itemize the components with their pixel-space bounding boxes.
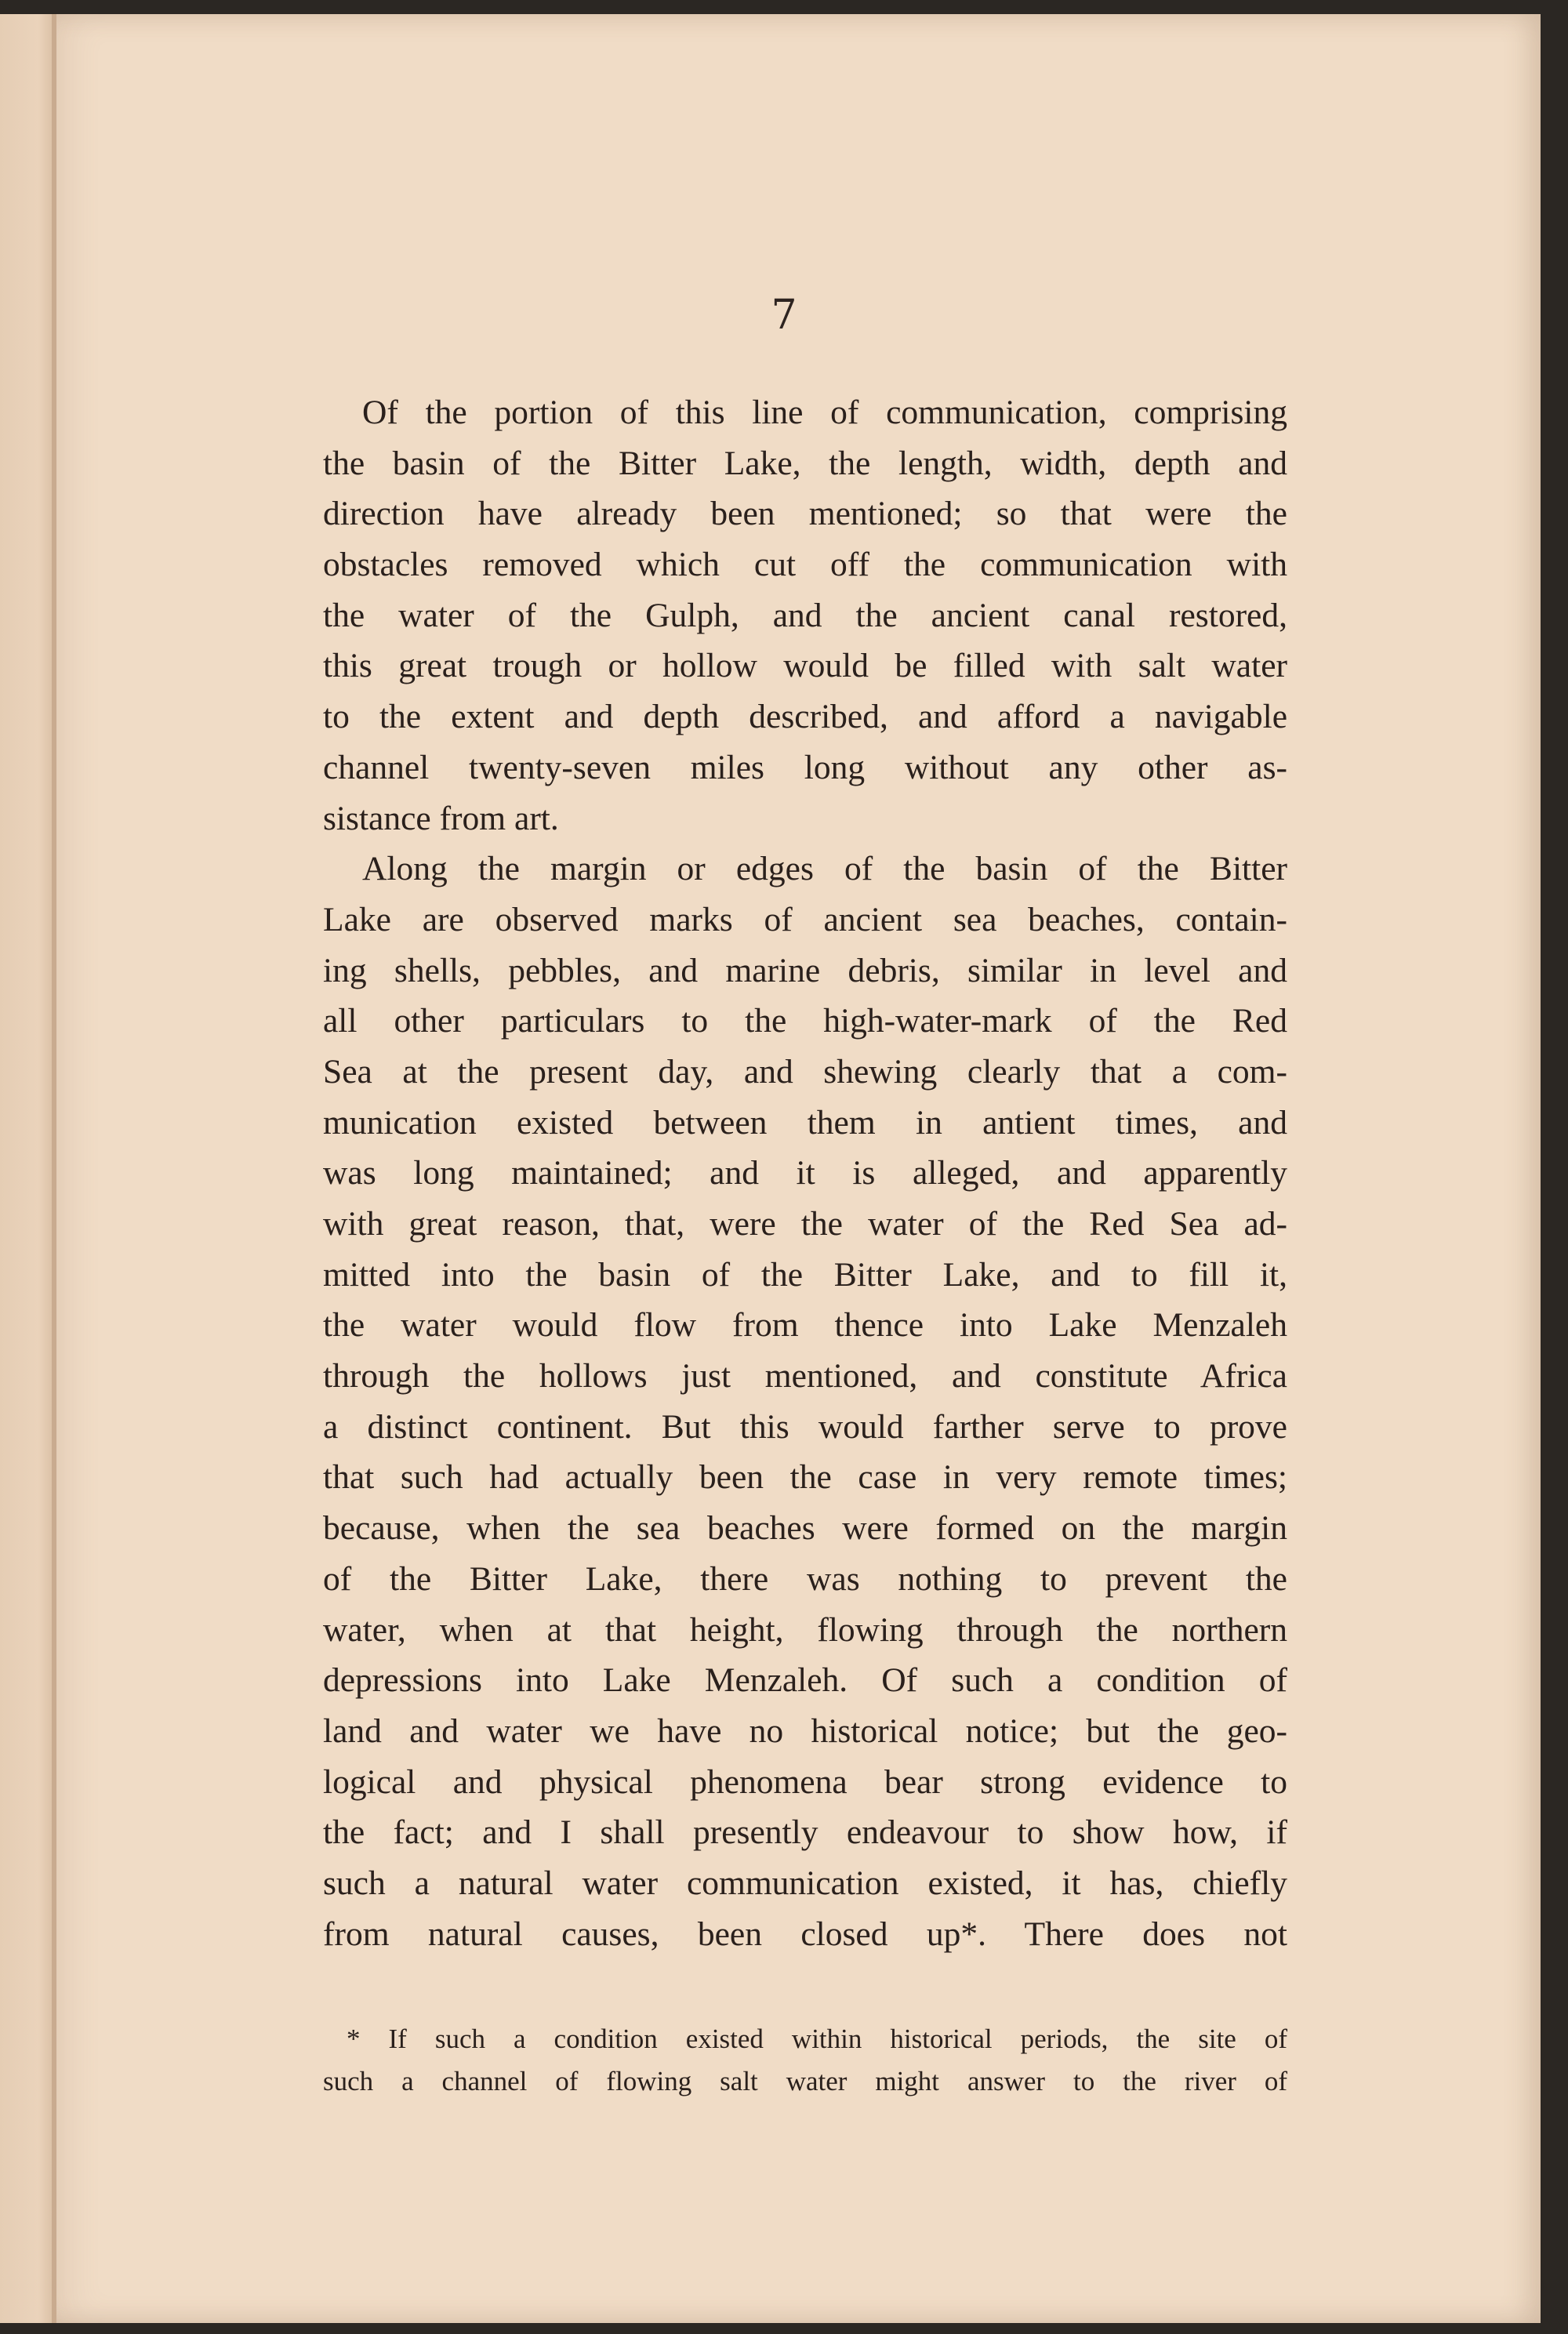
text-line: Along the margin or edges of the basin of the Bitter [362,850,1287,888]
text-line: mitted into the basin of the Bitter Lake, and to fill it, [323,1255,1287,1294]
text-line: land and water we have no historical notice; but the geo- [323,1711,1287,1750]
text-line: direction have already been mentioned; so that were the [323,495,1287,533]
text-line: to the extent and depth described, and afford a navigable [323,698,1287,736]
text-line: Lake are observed marks of ancient sea beaches, contain- [323,900,1287,938]
text-line: that such had actually been the case in very remote times; [323,1458,1287,1497]
text-line: obstacles removed which cut off the communication with [323,546,1287,584]
text-line: a distinct continent. But this would farther serve to prove [323,1407,1287,1446]
binding-fold [52,14,56,2323]
text-line: of the Bitter Lake, there was nothing to prevent the [323,1559,1287,1598]
text-line: from natural causes, been closed up*. There does not [323,1915,1287,1953]
footnote-line: * If such a condition existed within historical periods, the site of [347,2024,1287,2054]
text-line: munication existed between them in antient times, and [323,1103,1287,1142]
text-line: water, when at that height, flowing through the northern [323,1610,1287,1649]
text-line: this great trough or hollow would be filled with salt water [323,647,1287,685]
text-line: the fact; and I shall presently endeavour to show how, if [323,1813,1287,1852]
body-text [323,387,1287,1959]
previous-page-edge [0,14,55,2323]
text-line: the basin of the Bitter Lake, the length, width, depth and [323,444,1287,482]
footnote [323,2018,1287,2103]
text-line: all other particulars to the high-water-mark of the Red [323,1002,1287,1040]
footnote-line: such a channel of flowing salt water might answer to the river of [323,2066,1287,2096]
text-line: was long maintained; and it is alleged, and apparently [323,1154,1287,1192]
text-line: with great reason, that, were the water of the Red Sea ad- [323,1205,1287,1243]
text-line: because, when the sea beaches were formed on the margin [323,1509,1287,1548]
text-line: depressions into Lake Menzaleh. Of such a condition of [323,1661,1287,1700]
text-line: sistance from art. [323,799,559,837]
text-line: the water would flow from thence into Lake Menzaleh [323,1306,1287,1345]
text-line: such a natural water communication existed, it has, chiefly [323,1864,1287,1902]
text-line: channel twenty-seven miles long without any other as- [323,748,1287,786]
text-line: Of the portion of this line of communication, comprising [362,394,1287,431]
page-number: 7 [771,292,797,339]
text-line: Sea at the present day, and shewing clearly that a com- [323,1052,1287,1091]
text-line: logical and physical phenomena bear strong evidence to [323,1762,1287,1801]
text-line: through the hollows just mentioned, and constitute Africa [323,1357,1287,1396]
text-line: ing shells, pebbles, and marine debris, similar in level and [323,951,1287,989]
text-line: the water of the Gulph, and the ancient canal restored, [323,596,1287,634]
